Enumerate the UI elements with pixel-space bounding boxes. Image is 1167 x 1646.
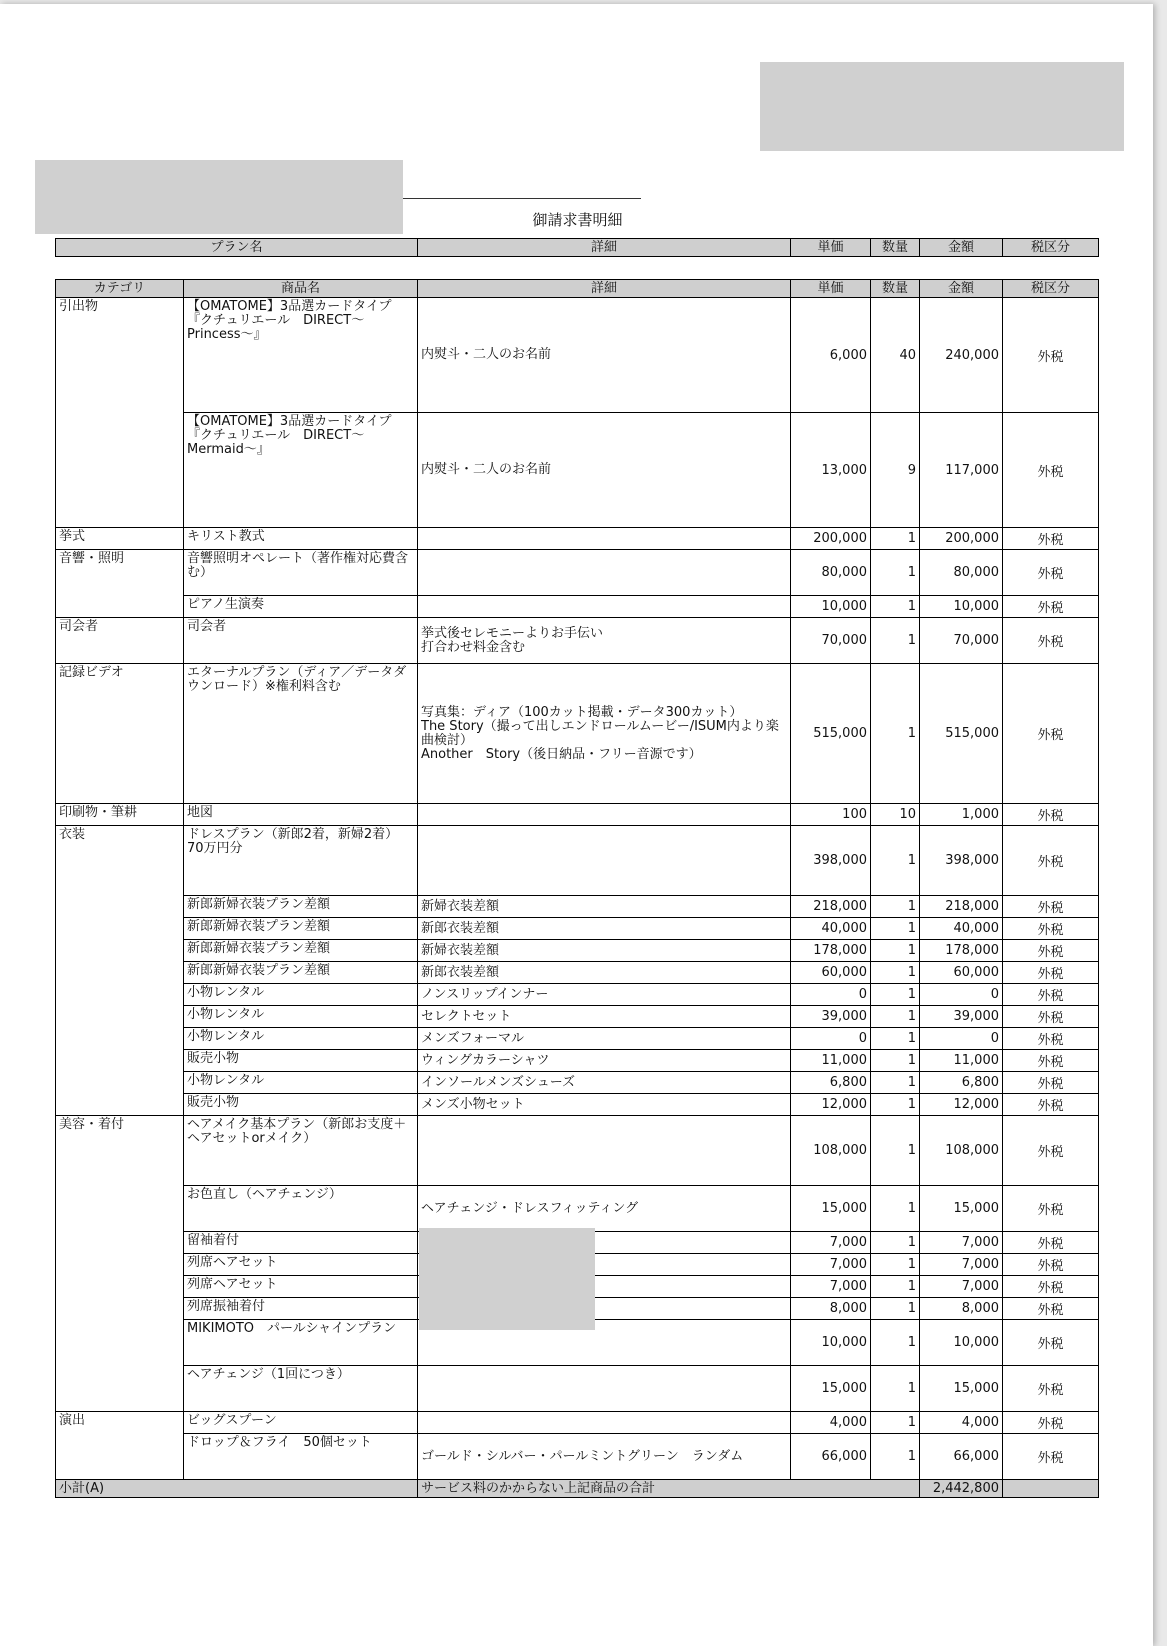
col-amount: 金額 <box>920 280 1003 298</box>
row-tax: 外税 <box>1003 1254 1099 1276</box>
row-tax: 外税 <box>1003 918 1099 940</box>
row-qty: 1 <box>871 528 920 550</box>
row-product-name: 新郎新婦衣装プラン差額 <box>184 918 418 940</box>
row-unit-price: 10,000 <box>791 596 871 618</box>
row-qty: 40 <box>871 298 920 413</box>
row-amount: 39,000 <box>920 1006 1003 1028</box>
row-amount: 0 <box>920 984 1003 1006</box>
row-detail: 内熨斗・二人のお名前 <box>418 413 791 528</box>
row-product-name: ドロップ＆フライ 50個セット <box>184 1434 418 1480</box>
row-tax: 外税 <box>1003 528 1099 550</box>
row-detail: 写真集：ディア（100カット掲載・データ300カット） The Story（撮って出しエンドロールムービー/ISUM内より楽曲検討） Another Story（後日納品・フリー音源です） <box>418 664 791 804</box>
row-detail <box>418 528 791 550</box>
row-unit-price: 40,000 <box>791 918 871 940</box>
table-row <box>56 618 1099 664</box>
row-unit-price: 12,000 <box>791 1094 871 1116</box>
row-product-name: 留袖着付 <box>184 1232 418 1254</box>
row-unit-price: 10,000 <box>791 1320 871 1366</box>
row-detail: ヘアチェンジ・ドレスフィッティング <box>418 1186 791 1232</box>
row-qty: 1 <box>871 1434 920 1480</box>
row-product-name: ピアノ生演奏 <box>184 596 418 618</box>
row-qty: 9 <box>871 413 920 528</box>
row-qty: 1 <box>871 1116 920 1186</box>
table-row <box>56 984 1099 1006</box>
row-tax: 外税 <box>1003 618 1099 664</box>
row-tax: 外税 <box>1003 804 1099 826</box>
row-product-name: 新郎新婦衣装プラン差額 <box>184 940 418 962</box>
col-qty: 数量 <box>871 280 920 298</box>
row-amount: 12,000 <box>920 1094 1003 1116</box>
table-row <box>56 1412 1099 1434</box>
row-detail <box>418 596 791 618</box>
row-amount: 80,000 <box>920 550 1003 596</box>
row-qty: 1 <box>871 1412 920 1434</box>
table-row <box>56 1006 1099 1028</box>
row-amount: 11,000 <box>920 1050 1003 1072</box>
redacted-block-top-right <box>760 62 1124 151</box>
table-row <box>56 596 1099 618</box>
row-unit-price: 108,000 <box>791 1116 871 1186</box>
items-header-row <box>56 280 1099 298</box>
row-unit-price: 70,000 <box>791 618 871 664</box>
table-row <box>56 413 1099 528</box>
table-row <box>56 1028 1099 1050</box>
row-tax: 外税 <box>1003 298 1099 413</box>
plan-col-qty: 数量 <box>871 239 920 257</box>
row-qty: 1 <box>871 1298 920 1320</box>
row-category: 美容・着付 <box>56 1116 184 1412</box>
row-detail: セレクトセット <box>418 1006 791 1028</box>
row-unit-price: 39,000 <box>791 1006 871 1028</box>
row-unit-price: 200,000 <box>791 528 871 550</box>
table-row <box>56 1116 1099 1186</box>
row-qty: 1 <box>871 550 920 596</box>
table-row <box>56 550 1099 596</box>
row-product-name: ヘアチェンジ（1回につき） <box>184 1366 418 1412</box>
row-product-name: 新郎新婦衣装プラン差額 <box>184 962 418 984</box>
row-product-name: 小物レンタル <box>184 1006 418 1028</box>
redacted-block-left <box>35 160 403 234</box>
subtotal-note: サービス料のかからない上記商品の合計 <box>418 1480 920 1498</box>
row-amount: 15,000 <box>920 1186 1003 1232</box>
row-qty: 1 <box>871 1276 920 1298</box>
table-row <box>56 1186 1099 1232</box>
row-amount: 398,000 <box>920 826 1003 896</box>
row-product-name: 新郎新婦衣装プラン差額 <box>184 896 418 918</box>
row-qty: 1 <box>871 1006 920 1028</box>
table-row <box>56 918 1099 940</box>
row-unit-price: 6,000 <box>791 298 871 413</box>
row-detail <box>418 1412 791 1434</box>
row-detail: インソールメンズシューズ <box>418 1072 791 1094</box>
row-qty: 1 <box>871 1186 920 1232</box>
row-qty: 1 <box>871 896 920 918</box>
row-unit-price: 66,000 <box>791 1434 871 1480</box>
row-qty: 1 <box>871 1072 920 1094</box>
title-underline <box>403 198 641 199</box>
plan-col-unit-price: 単価 <box>791 239 871 257</box>
row-amount: 7,000 <box>920 1276 1003 1298</box>
row-amount: 15,000 <box>920 1366 1003 1412</box>
row-tax: 外税 <box>1003 1276 1099 1298</box>
row-unit-price: 7,000 <box>791 1276 871 1298</box>
row-qty: 1 <box>871 1028 920 1050</box>
row-unit-price: 8,000 <box>791 1298 871 1320</box>
row-qty: 1 <box>871 664 920 804</box>
row-category: 司会者 <box>56 618 184 664</box>
row-amount: 4,000 <box>920 1412 1003 1434</box>
table-row <box>56 528 1099 550</box>
row-product-name: MIKIMOTO パールシャインプラン <box>184 1320 418 1366</box>
row-unit-price: 178,000 <box>791 940 871 962</box>
plan-header-row <box>56 239 1099 257</box>
row-qty: 1 <box>871 1050 920 1072</box>
row-tax: 外税 <box>1003 596 1099 618</box>
row-amount: 218,000 <box>920 896 1003 918</box>
row-detail: 新婦衣装差額 <box>418 896 791 918</box>
row-amount: 0 <box>920 1028 1003 1050</box>
row-detail <box>418 1116 791 1186</box>
row-qty: 1 <box>871 1320 920 1366</box>
table-row <box>56 664 1099 804</box>
row-unit-price: 218,000 <box>791 896 871 918</box>
row-tax: 外税 <box>1003 1298 1099 1320</box>
row-amount: 117,000 <box>920 413 1003 528</box>
row-tax: 外税 <box>1003 1434 1099 1480</box>
row-product-name: 【OMATOME】3品選カードタイプ『クチュリエール DIRECT〜Princess〜』 <box>184 298 418 413</box>
plan-col-amount: 金額 <box>920 239 1003 257</box>
plan-col-detail: 詳細 <box>418 239 791 257</box>
row-qty: 1 <box>871 984 920 1006</box>
row-amount: 200,000 <box>920 528 1003 550</box>
row-product-name: 小物レンタル <box>184 1072 418 1094</box>
subtotal-row <box>56 1480 1099 1498</box>
row-tax: 外税 <box>1003 1050 1099 1072</box>
row-tax: 外税 <box>1003 826 1099 896</box>
row-amount: 8,000 <box>920 1298 1003 1320</box>
row-detail: 新郎衣装差額 <box>418 918 791 940</box>
row-detail: ゴールド・シルバー・パールミントグリーン ランダム <box>418 1434 791 1480</box>
row-unit-price: 0 <box>791 1028 871 1050</box>
row-amount: 10,000 <box>920 596 1003 618</box>
row-category: 記録ビデオ <box>56 664 184 804</box>
table-row <box>56 804 1099 826</box>
row-unit-price: 0 <box>791 984 871 1006</box>
row-detail: ウィングカラーシャツ <box>418 1050 791 1072</box>
row-qty: 1 <box>871 1232 920 1254</box>
row-tax: 外税 <box>1003 1320 1099 1366</box>
table-row <box>56 896 1099 918</box>
row-qty: 1 <box>871 940 920 962</box>
row-unit-price: 515,000 <box>791 664 871 804</box>
row-category: 挙式 <box>56 528 184 550</box>
table-row <box>56 962 1099 984</box>
row-detail: 挙式後セレモニーよりお手伝い 打合わせ料金含む <box>418 618 791 664</box>
row-amount: 240,000 <box>920 298 1003 413</box>
row-unit-price: 15,000 <box>791 1186 871 1232</box>
col-product-name: 商品名 <box>184 280 418 298</box>
row-amount: 60,000 <box>920 962 1003 984</box>
row-amount: 6,800 <box>920 1072 1003 1094</box>
row-amount: 108,000 <box>920 1116 1003 1186</box>
row-tax: 外税 <box>1003 1186 1099 1232</box>
row-unit-price: 60,000 <box>791 962 871 984</box>
table-row <box>56 826 1099 896</box>
row-unit-price: 4,000 <box>791 1412 871 1434</box>
row-category: 印刷物・筆耕 <box>56 804 184 826</box>
row-unit-price: 13,000 <box>791 413 871 528</box>
row-amount: 40,000 <box>920 918 1003 940</box>
row-product-name: 小物レンタル <box>184 1028 418 1050</box>
row-qty: 10 <box>871 804 920 826</box>
plan-col-tax: 税区分 <box>1003 239 1099 257</box>
col-category: カテゴリ <box>56 280 184 298</box>
row-qty: 1 <box>871 1094 920 1116</box>
col-tax: 税区分 <box>1003 280 1099 298</box>
row-product-name: 列席ヘアセット <box>184 1276 418 1298</box>
row-detail: 内熨斗・二人のお名前 <box>418 298 791 413</box>
row-product-name: ヘアメイク基本プラン（新郎お支度＋ヘアセットorメイク） <box>184 1116 418 1186</box>
row-qty: 1 <box>871 826 920 896</box>
subtotal-amount: 2,442,800 <box>920 1480 1003 1498</box>
row-unit-price: 6,800 <box>791 1072 871 1094</box>
row-qty: 1 <box>871 618 920 664</box>
row-category: 演出 <box>56 1412 184 1480</box>
row-category: 引出物 <box>56 298 184 528</box>
redacted-block-detail <box>419 1228 595 1330</box>
row-product-name: 司会者 <box>184 618 418 664</box>
row-detail <box>418 1366 791 1412</box>
row-product-name: 小物レンタル <box>184 984 418 1006</box>
row-qty: 1 <box>871 1366 920 1412</box>
row-tax: 外税 <box>1003 664 1099 804</box>
row-product-name: 列席振袖着付 <box>184 1298 418 1320</box>
row-qty: 1 <box>871 962 920 984</box>
row-category: 音響・照明 <box>56 550 184 618</box>
row-tax: 外税 <box>1003 550 1099 596</box>
row-product-name: ビッグスプーン <box>184 1412 418 1434</box>
plan-col-plan-name: プラン名 <box>56 239 418 257</box>
row-product-name: 地図 <box>184 804 418 826</box>
col-unit-price: 単価 <box>791 280 871 298</box>
row-unit-price: 7,000 <box>791 1254 871 1276</box>
row-product-name: 販売小物 <box>184 1094 418 1116</box>
row-tax: 外税 <box>1003 962 1099 984</box>
row-tax: 外税 <box>1003 1006 1099 1028</box>
row-detail: 新郎衣装差額 <box>418 962 791 984</box>
table-row <box>56 1072 1099 1094</box>
row-tax: 外税 <box>1003 1412 1099 1434</box>
table-row <box>56 1050 1099 1072</box>
row-product-name: お色直し（ヘアチェンジ） <box>184 1186 418 1232</box>
row-tax: 外税 <box>1003 984 1099 1006</box>
row-qty: 1 <box>871 918 920 940</box>
row-tax: 外税 <box>1003 1094 1099 1116</box>
row-product-name: ドレスプラン（新郎2着，新婦2着）70万円分 <box>184 826 418 896</box>
row-tax: 外税 <box>1003 940 1099 962</box>
subtotal-tax-blank <box>1003 1480 1099 1498</box>
subtotal-label: 小計(A) <box>56 1480 418 1498</box>
row-unit-price: 100 <box>791 804 871 826</box>
row-amount: 7,000 <box>920 1254 1003 1276</box>
row-detail <box>418 804 791 826</box>
row-amount: 1,000 <box>920 804 1003 826</box>
row-detail: 新婦衣装差額 <box>418 940 791 962</box>
table-row <box>56 298 1099 413</box>
table-row <box>56 1434 1099 1480</box>
row-unit-price: 15,000 <box>791 1366 871 1412</box>
row-unit-price: 80,000 <box>791 550 871 596</box>
row-detail <box>418 550 791 596</box>
row-tax: 外税 <box>1003 1072 1099 1094</box>
row-amount: 70,000 <box>920 618 1003 664</box>
row-qty: 1 <box>871 596 920 618</box>
row-product-name: キリスト教式 <box>184 528 418 550</box>
row-amount: 66,000 <box>920 1434 1003 1480</box>
col-detail: 詳細 <box>418 280 791 298</box>
row-detail <box>418 826 791 896</box>
row-category: 衣装 <box>56 826 184 1116</box>
plan-table <box>55 238 1099 257</box>
row-tax: 外税 <box>1003 413 1099 528</box>
row-amount: 7,000 <box>920 1232 1003 1254</box>
row-amount: 178,000 <box>920 940 1003 962</box>
table-row <box>56 940 1099 962</box>
row-tax: 外税 <box>1003 1028 1099 1050</box>
row-detail: ノンスリップインナー <box>418 984 791 1006</box>
row-product-name: 列席ヘアセット <box>184 1254 418 1276</box>
row-unit-price: 398,000 <box>791 826 871 896</box>
row-product-name: 音響照明オペレート（著作権対応費含む） <box>184 550 418 596</box>
row-tax: 外税 <box>1003 1366 1099 1412</box>
table-row <box>56 1366 1099 1412</box>
row-unit-price: 11,000 <box>791 1050 871 1072</box>
row-amount: 10,000 <box>920 1320 1003 1366</box>
row-amount: 515,000 <box>920 664 1003 804</box>
row-qty: 1 <box>871 1254 920 1276</box>
row-unit-price: 7,000 <box>791 1232 871 1254</box>
row-detail: メンズフォーマル <box>418 1028 791 1050</box>
row-product-name: エターナルプラン（ディア／データダウンロード）※権利料含む <box>184 664 418 804</box>
row-tax: 外税 <box>1003 896 1099 918</box>
row-tax: 外税 <box>1003 1116 1099 1186</box>
row-product-name: 【OMATOME】3品選カードタイプ『クチュリエール DIRECT〜Mermaid〜』 <box>184 413 418 528</box>
document-title: 御請求書明細 <box>532 211 623 229</box>
table-row <box>56 1094 1099 1116</box>
row-product-name: 販売小物 <box>184 1050 418 1072</box>
row-tax: 外税 <box>1003 1232 1099 1254</box>
row-detail: メンズ小物セット <box>418 1094 791 1116</box>
